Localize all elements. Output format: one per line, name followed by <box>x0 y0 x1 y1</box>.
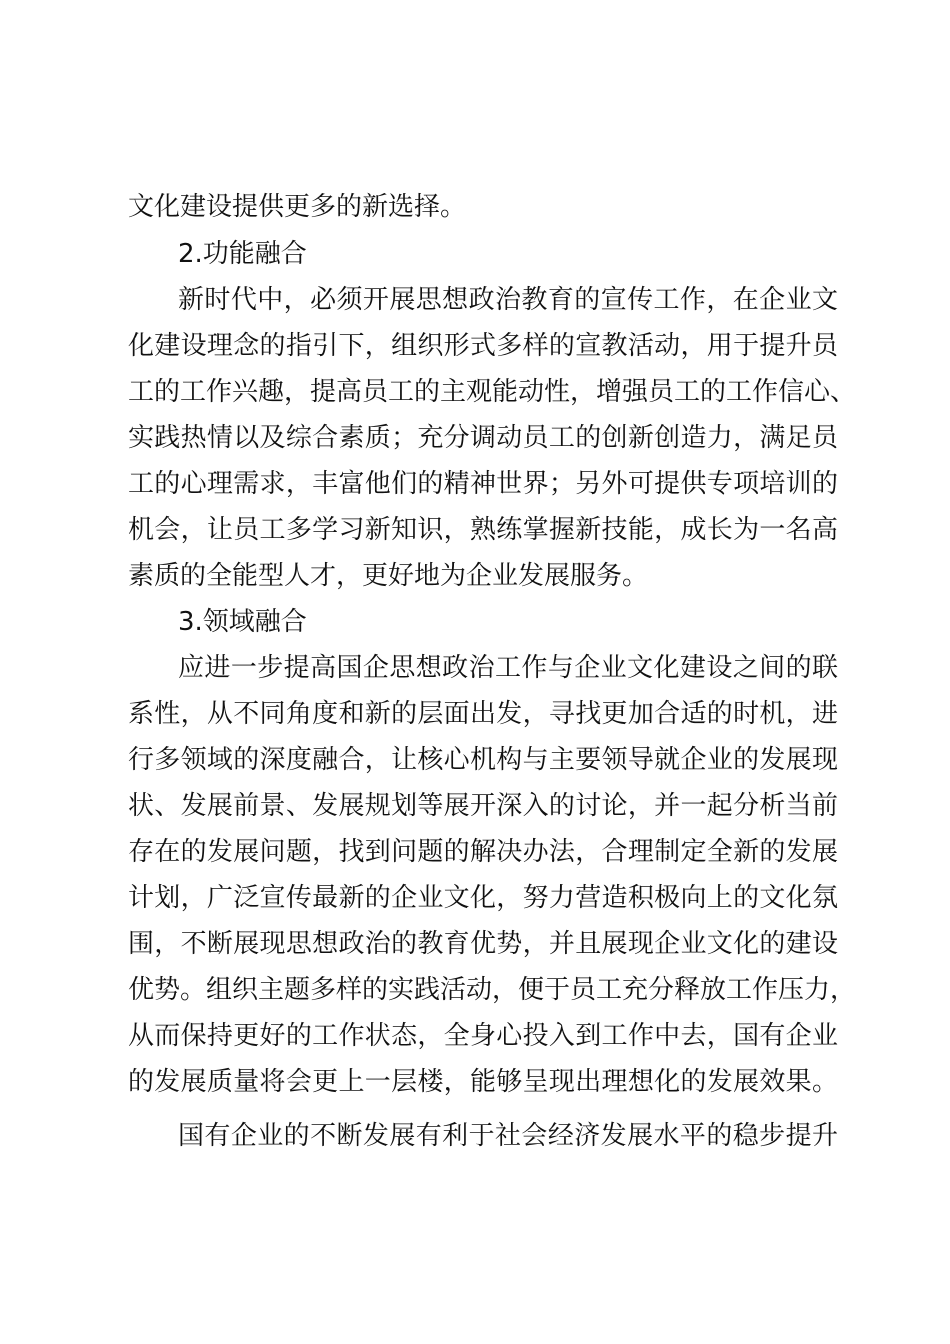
paragraph-line: 应进一步提高国企思想政治工作与企业文化建设之间的联 <box>178 653 838 683</box>
paragraph-line: 实践热情以及综合素质；充分调动员工的创新创造力，满足员 <box>128 423 838 453</box>
section-heading-function-integration: 2.功能融合 <box>178 239 307 269</box>
paragraph-line: 从而保持更好的工作状态，全身心投入到工作中去，国有企业 <box>128 1021 838 1051</box>
paragraph-line: 化建设理念的指引下，组织形式多样的宣教活动，用于提升员 <box>128 331 838 361</box>
paragraph-line: 国有企业的不断发展有利于社会经济发展水平的稳步提升 <box>178 1121 838 1151</box>
paragraph-line: 机会，让员工多学习新知识，熟练掌握新技能，成长为一名高 <box>128 515 838 545</box>
paragraph-line: 素质的全能型人才，更好地为企业发展服务。 <box>128 561 649 591</box>
paragraph-line: 状、发展前景、发展规划等展开深入的讨论，并一起分析当前 <box>128 791 838 821</box>
paragraph-line: 工的心理需求，丰富他们的精神世界；另外可提供专项培训的 <box>128 469 838 499</box>
paragraph-line: 计划，广泛宣传最新的企业文化，努力营造积极向上的文化氛 <box>128 883 838 913</box>
section-heading-domain-integration: 3.领域融合 <box>178 607 307 637</box>
paragraph-line: 优势。组织主题多样的实践活动，便于员工充分释放工作压力， <box>128 975 857 1005</box>
paragraph-line: 新时代中，必须开展思想政治教育的宣传工作，在企业文 <box>178 285 838 315</box>
paragraph-line: 系性，从不同角度和新的层面出发，寻找更加合适的时机，进 <box>128 699 838 729</box>
paragraph-line: 行多领域的深度融合，让核心机构与主要领导就企业的发展现 <box>128 745 838 775</box>
paragraph-line: 围，不断展现思想政治的教育优势，并且展现企业文化的建设 <box>128 929 838 959</box>
paragraph-line: 存在的发展问题，找到问题的解决办法，合理制定全新的发展 <box>128 837 838 867</box>
paragraph-line: 的发展质量将会更上一层楼，能够呈现出理想化的发展效果。 <box>128 1067 838 1097</box>
paragraph-line: 工的工作兴趣，提高员工的主观能动性，增强员工的工作信心、 <box>128 377 857 407</box>
paragraph-line: 文化建设提供更多的新选择。 <box>128 192 467 222</box>
